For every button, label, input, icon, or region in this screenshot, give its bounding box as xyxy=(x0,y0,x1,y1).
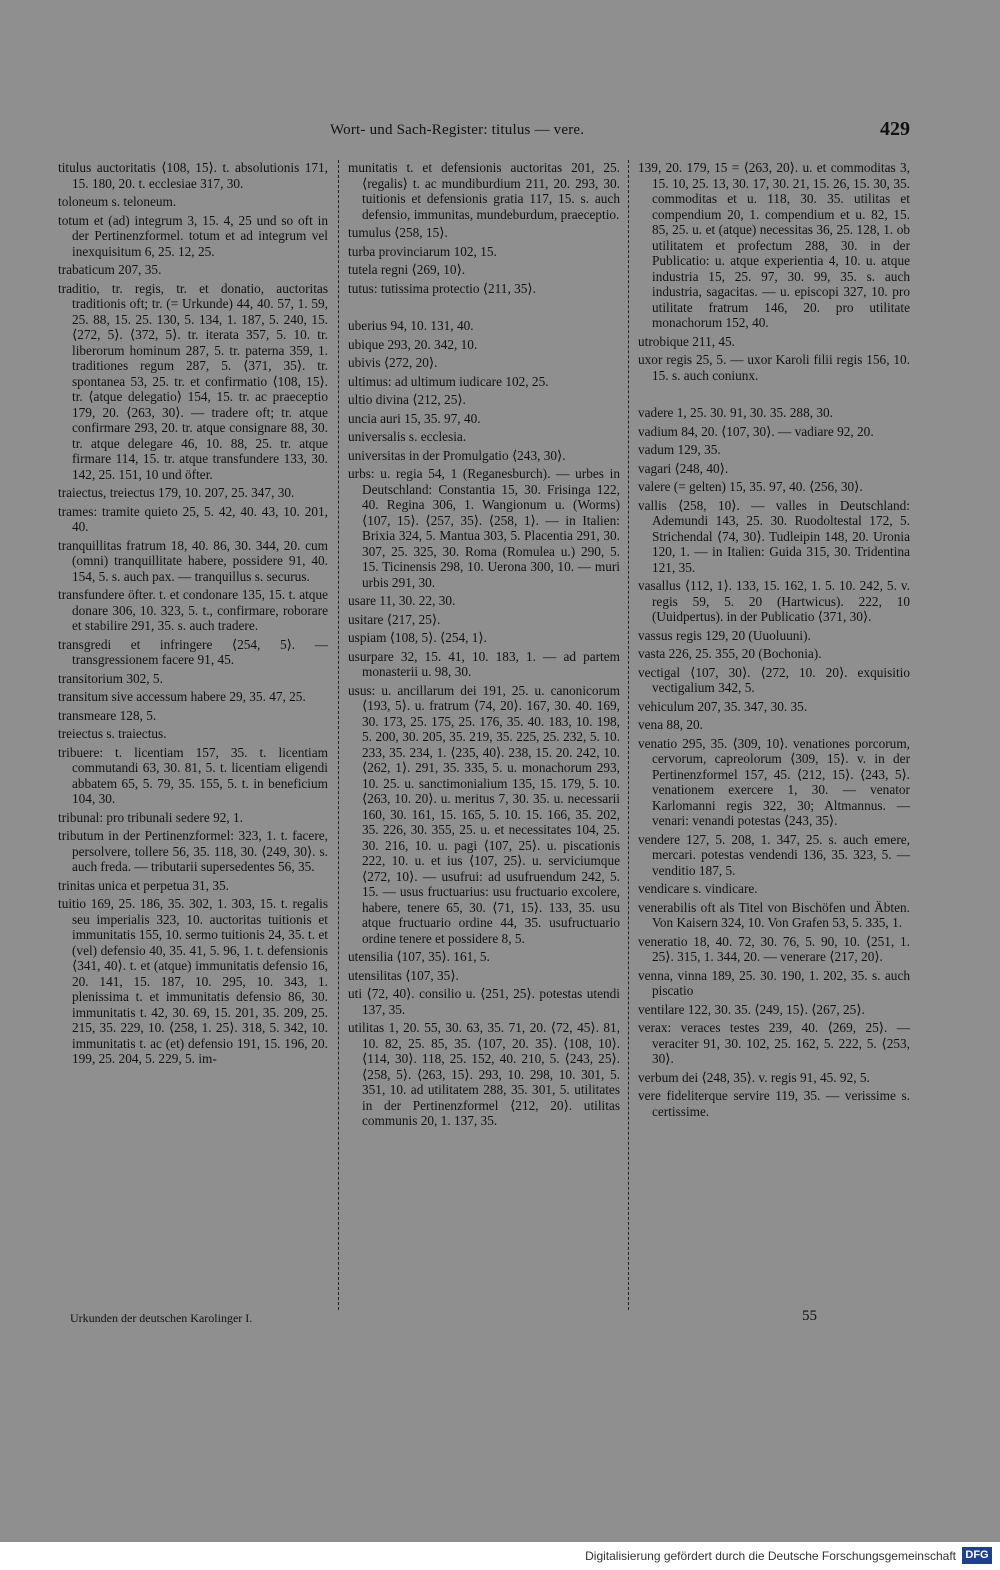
index-entry: transitorium 302, 5. xyxy=(58,670,163,686)
index-entry: utrobique 211, 45. xyxy=(638,333,736,349)
index-entry: tuitio 169, 25. 186, 35. 302, 1. 303, 15. t. regalis seu imperialis 323, 10. auctoritas tuitionis et immunitatis 155, 10. sermo tuitionis 24, 35. t. et (vel) defensio 40, 35. 41, 5. 96, 1. t. defensionis ⟨341, 40⟩. t. et (atque) immunitatis defensio 16, 20. 141, 15. 187, 10. 295, 10. 343, 1. plenissima t. et immunitatis defensio 86, 30. immunitatis t. 42, 30. 69, 15. 201, 35. 209, 25. 215, 35. 229, 10. ⟨258, 1. 25⟩. 318, 5. 342, 10. immunitatis t. ac (et) defensio 191, 15. 196, 20. 199, 25. 204, 5. 229, 5. im- xyxy=(58,896,328,1066)
index-entry: valere (= gelten) 15, 35. 97, 40. ⟨256, 30⟩. xyxy=(638,479,863,494)
index-entry: transgredi et infringere ⟨254, 5⟩. — transgressionem facere 91, 45. xyxy=(58,636,328,667)
index-entry: vasta 226, 25. 355, 20 (Bochonia). xyxy=(638,646,822,661)
page-header xyxy=(60,118,910,144)
index-entry: tutela regni ⟨269, 10⟩. xyxy=(348,262,466,277)
index-entry: vadium 84, 20. ⟨107, 30⟩. — vadiare 92, 20. xyxy=(638,423,874,439)
index-entry: vagari ⟨248, 40⟩. xyxy=(638,460,729,476)
index-entry: universitas in der Promulgatio ⟨243, 30⟩. xyxy=(348,447,566,463)
index-entry: uberius 94, 10. 131, 40. xyxy=(348,318,474,333)
index-entry: ventilare 122, 30. 35. ⟨249, 15⟩. ⟨267, 25⟩. xyxy=(638,1001,865,1017)
index-entry: vectigal ⟨107, 30⟩. ⟨272, 10. 20⟩. exquisitio vectigalium 342, 5. xyxy=(638,664,910,695)
index-entry: 139, 20. 179, 15 = ⟨263, 20⟩. u. et commoditas 3, 15. 10, 25. 13, 30. 17, 30. 21, 15. 26, 15. 30, 35. commoditas et u. 118, 30. 35. utilitas et compendium 20, 1. compendium et u. 82, 15. 85, 25. u. et (atque) necessitas 36, 25. 128, 1. ob utilitatem et profectum 288, 30. in der Publicatio: u. atque experientia 4, 10. u. atque industria 15, 25. 97, 30. 99, 35. s. auch industria, sagacitas. — u. episcopi 327, 10. pro utilitate fratrum 146, 20. pro utilitate monachorum 152, 40. xyxy=(638,160,910,330)
index-entry: tutus: tutissima protectio ⟨211, 35⟩. xyxy=(348,280,536,296)
column-divider xyxy=(628,160,629,1310)
index-entry: vere fideliterque servire 119, 35. — verissime s. certissime. xyxy=(638,1088,910,1119)
index-entry: titulus auctoritatis ⟨108, 15⟩. t. absolutionis 171, 15. 180, 20. t. ecclesiae 317, 30. xyxy=(58,160,328,191)
index-entry: transitum sive accessum habere 29, 35. 47, 25. xyxy=(58,689,306,704)
index-entry: traiectus, treiectus 179, 10. 207, 25. 347, 30. xyxy=(58,485,295,500)
index-entry: ultio divina ⟨212, 25⟩. xyxy=(348,392,466,407)
index-entry: venerabilis oft als Titel von Bischöfen und Äbten. Von Kaisern 324, 10. Von Grafen 53, 5. 335, 1. xyxy=(638,899,910,930)
index-entry: totum et (ad) integrum 3, 15. 4, 25 und so oft in der Pertinenzformel. totum et ad integrum vel inexquisitum 6, 25. 12, 25. xyxy=(58,212,328,259)
index-entry: uti ⟨72, 40⟩. consilio u. ⟨251, 25⟩. potestas utendi 137, 35. xyxy=(348,986,620,1017)
index-entry: toloneum s. teloneum. xyxy=(58,194,177,209)
index-entry: vadere 1, 25. 30. 91, 30. 35. 288, 30. xyxy=(638,405,833,420)
index-entry: vasallus ⟨112, 1⟩. 133, 15. 162, 1. 5. 10. 242, 5. v. regis 59, 5. 20 (Hartwicus). 222, 10 (Uuidpertus). in der Publicatio ⟨371, 30⟩. xyxy=(638,578,910,624)
index-entry: turba provinciarum 102, 15. xyxy=(348,243,497,259)
dfg-footer-bar xyxy=(0,1542,1000,1570)
sheet-signature: 55 xyxy=(802,1308,817,1324)
index-entry: ubivis ⟨272, 20⟩. xyxy=(348,355,438,370)
index-entry: traditio, tr. regis, tr. et donatio, auctoritas traditionis oft; tr. (= Urkunde) 44, 40. 57, 1. 59, 25. 88, 15. 25. 130, 5. 134, 1. 187, 5. 240, 15. ⟨272, 5⟩. ⟨372, 5⟩. tr. iterata 357, 5. 10. tr. liberorum hominum 287, 5. tr. paterna 359, 1. traditiones regum 287, 5. ⟨371, 35⟩. tr. spontanea 53, 25. tr. et confirmatio ⟨108, 15⟩. tr. ⟨atque delegatio⟩ 154, 15. tr. ac praeceptio 179, 20. ⟨263, 30⟩. — tradere oft; tr. atque confirmare 293, 20. tr. atque consignare 88, 30. tr. atque delegare 46, 10. 88, 25. tr. atque firmare 114, 15. tr. atque transfundere 133, 30. 142, 25. 151, 10 und öfter. xyxy=(58,280,328,482)
page-number: 429 xyxy=(880,118,910,140)
index-column-1 xyxy=(58,160,328,1070)
index-entry: tribunal: pro tribunali sedere 92, 1. xyxy=(58,809,244,825)
index-entry: uxor regis 25, 5. — uxor Karoli filii regis 156, 10. 15. s. auch coniunx. xyxy=(638,352,910,383)
index-entry: usus: u. ancillarum dei 191, 25. u. canonicorum ⟨193, 5⟩. u. fratrum ⟨74, 20⟩. 167, 30. 40. 169, 30. 173, 25. 175, 25. 176, 35. 40. 183, 10. 198, 5. 200, 30. 205, 35. 219, 35. 225, 25. 232, 5. 10. 233, 35. 234, 1. ⟨235, 40⟩. 238, 15. 20. 242, 10. ⟨262, 1⟩. 291, 35. 335, 5. u. monachorum 293, 10. 25. u. sanctimonialium 135, 15. 179, 5. 10. ⟨263, 10. 20⟩. u. meritus 7, 30. 35. u. necessarii 160, 30. 161, 15. 165, 5. 10. 15. 166, 35. 202, 35. 226, 30. 355, 25. u. et necessitates 104, 25. 30. 216, 10. u. pagi ⟨107, 25⟩. u. piscationis 222, 10. u. et ius ⟨107, 25⟩. u. serviciumque ⟨272, 10⟩. — usufrui: ad usufruendum 242, 5. 15. — usus fructuarius: usu fructuario excolere, habere, tenere 65, 30. ⟨71, 15⟩. 133, 35. usu atque fructuario ordine 44, 35. usufructuario ordine tenere et possidere 8, 5. xyxy=(348,682,620,946)
index-entry: vehiculum 207, 35. 347, 30. 35. xyxy=(638,698,808,714)
index-entry: ubique 293, 20. 342, 10. xyxy=(348,336,478,352)
footer-series-title: Urkunden der deutschen Karolinger I. xyxy=(70,1311,253,1325)
index-entry: trinitas unica et perpetua 31, 35. xyxy=(58,877,229,893)
index-entry: vena 88, 20. xyxy=(638,717,703,732)
index-entry: vendere 127, 5. 208, 1. 347, 25. s. auch emere, mercari. potestas vendendi 136, 35. 323, 5. — venditio 187, 5. xyxy=(638,831,910,878)
index-entry: vendicare s. vindicare. xyxy=(638,881,758,896)
index-entry: veneratio 18, 40. 72, 30. 76, 5. 90, 10. ⟨251, 1. 25⟩. 315, 1. 344, 20. — venerare ⟨217, 20⟩. xyxy=(638,933,910,964)
dfg-credit-text: Digitalisierung gefördert durch die Deutsche Forschungsgemeinschaft xyxy=(585,1549,956,1563)
index-entry: uspiam ⟨108, 5⟩. ⟨254, 1⟩. xyxy=(348,630,487,645)
index-column-3 xyxy=(638,160,910,1122)
index-entry: ultimus: ad ultimum iudicare 102, 25. xyxy=(348,373,549,389)
index-entry: transmeare 128, 5. xyxy=(58,707,157,723)
index-entry: tributum in der Pertinenzformel: 323, 1. t. facere, persolvere, tollere 56, 35. 118, 30. ⟨249, 30⟩. s. auch freda. — tributarii supersedentes 56, 35. xyxy=(58,828,328,874)
index-entry: uncia auri 15, 35. 97, 40. xyxy=(348,410,481,426)
index-entry: verax: veraces testes 239, 40. ⟨269, 25⟩. — veraciter 91, 30. 102, 25. 162, 5. 222, 5. ⟨253, 30⟩. xyxy=(638,1020,910,1066)
index-entry: tranquillitas fratrum 18, 40. 86, 30. 344, 20. cum (omni) tranquillitate habere, possidere 91, 40. 154, 5. s. auch pax. — tranquillus s. securus. xyxy=(58,537,328,584)
index-entry: transfundere öfter. t. et condonare 135, 15. t. atque donare 306, 10. 323, 5. t., confirmare, roborare et stabilire 291, 35. s. auch tradere. xyxy=(58,587,328,633)
index-entry: munitatis t. et defensionis auctoritas 201, 25. ⟨regalis⟩ t. ac mundiburdium 211, 20. 293, 30. tuitionis et defensionis gratia 117, 15. s. auch defensio, immunitas, mundeburdum, praeceptio. xyxy=(348,160,620,222)
index-entry: vadum 129, 35. xyxy=(638,442,721,457)
index-entry: venatio 295, 35. ⟨309, 10⟩. venationes porcorum, cervorum, capreolorum ⟨309, 15⟩. v. in der Pertinenzformel 157, 45. ⟨212, 15⟩. ⟨243, 5⟩. venationem exercere 1, 30. — venator Karlomanni regis 322, 30; Altmannus. — venari: venandi potestas ⟨243, 35⟩. xyxy=(638,735,910,828)
index-entry: urbs: u. regia 54, 1 (Reganesburch). — urbes in Deutschland: Constantia 15, 30. Frisinga 122, 40. Regina 306, 1. Wangionum u. (Worms) ⟨107, 15⟩. ⟨257, 35⟩. ⟨258, 1⟩. — in Italien: Brixia 324, 5. Mantua 303, 5. Placentia 291, 30. 307, 25. 325, 30. Roma (Romulea u.) 290, 5. 15. Ticinensis 298, 10. Uerona 300, 10. — muri urbis 291, 30. xyxy=(348,466,620,590)
index-entry: usurpare 32, 15. 41, 10. 183, 1. — ad partem monasterii u. 98, 30. xyxy=(348,648,620,679)
index-entry: vallis ⟨258, 10⟩. — valles in Deutschland: Ademundi 143, 25. 30. Ruodoltestal 172, 5. Strichendal ⟨74, 30⟩. Tudleipin 148, 20. Uronia 120, 1. — in Italien: Guida 315, 30. Tridentina 121, 35. xyxy=(638,497,910,575)
index-column-2 xyxy=(348,160,620,1132)
index-entry: trames: tramite quieto 25, 5. 42, 40. 43, 10. 201, 40. xyxy=(58,503,328,534)
index-entry: universalis s. ecclesia. xyxy=(348,429,467,444)
index-entry: utensilitas ⟨107, 35⟩. xyxy=(348,967,459,983)
index-entry: utensilia ⟨107, 35⟩. 161, 5. xyxy=(348,949,490,964)
index-entry: treiectus s. traiectus. xyxy=(58,726,167,741)
index-entry: usare 11, 30. 22, 30. xyxy=(348,593,456,608)
index-entry: tumulus ⟨258, 15⟩. xyxy=(348,225,448,240)
index-entry: trabaticum 207, 35. xyxy=(58,262,162,277)
index-entry: venna, vinna 189, 25. 30. 190, 1. 202, 35. s. auch piscatio xyxy=(638,967,910,998)
index-entry: vassus regis 129, 20 (Uuoluuni). xyxy=(638,627,811,643)
index-entry: utilitas 1, 20. 55, 30. 63, 35. 71, 20. ⟨72, 45⟩. 81, 10. 82, 25. 85, 35. ⟨107, 20. 35⟩. ⟨108, 10⟩. ⟨114, 30⟩. 118, 25. 152, 40. 210, 5. ⟨243, 25⟩. ⟨258, 5⟩. ⟨263, 15⟩. 293, 10. 298, 10. 301, 5. 351, 10. ad utilitatem 288, 35. 301, 5. utilitates in der Pertinenzformel ⟨212, 20⟩. utilitas communis 20, 1. 137, 35. xyxy=(348,1020,620,1128)
column-divider xyxy=(338,160,339,1310)
index-entry: tribuere: t. licentiam 157, 35. t. licentiam commutandi 63, 30. 81, 5. t. licentiam eligendi abbatem 65, 5. 79, 35. 155, 5. t. in beneficium 104, 30. xyxy=(58,744,328,806)
running-title: Wort- und Sach-Register: titulus — vere. xyxy=(330,122,585,138)
dfg-logo: DFG xyxy=(962,1547,992,1564)
index-entry: usitare ⟨217, 25⟩. xyxy=(348,611,441,627)
index-entry: verbum dei ⟨248, 35⟩. v. regis 91, 45. 92, 5. xyxy=(638,1069,870,1085)
